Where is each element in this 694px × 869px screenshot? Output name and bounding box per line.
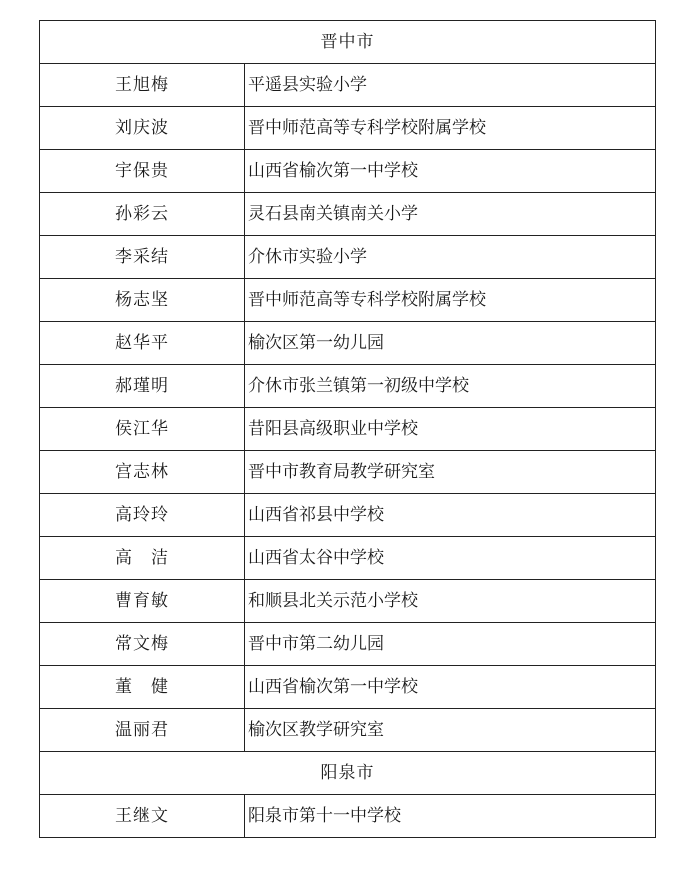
- table-row: [40, 365, 656, 408]
- person-name: 王继文: [40, 795, 245, 838]
- person-name: 宇保贵: [40, 150, 245, 193]
- section-header-row: [40, 752, 656, 795]
- organization: 晋中市第二幼儿园: [245, 623, 656, 666]
- organization: 昔阳县高级职业中学校: [245, 408, 656, 451]
- table-row: [40, 107, 656, 150]
- person-name: 高玲玲: [40, 494, 245, 537]
- organization: 山西省榆次第一中学校: [245, 150, 656, 193]
- person-name: 宫志林: [40, 451, 245, 494]
- person-name: 董 健: [40, 666, 245, 709]
- table-row: [40, 193, 656, 236]
- organization: 山西省榆次第一中学校: [245, 666, 656, 709]
- person-name: 杨志坚: [40, 279, 245, 322]
- roster-table: [39, 20, 656, 838]
- table-row: [40, 322, 656, 365]
- person-name: 常文梅: [40, 623, 245, 666]
- organization: 榆次区教学研究室: [245, 709, 656, 752]
- table-row: [40, 150, 656, 193]
- table-row: [40, 537, 656, 580]
- organization: 山西省祁县中学校: [245, 494, 656, 537]
- section-title: 晋中市: [40, 21, 656, 64]
- table-row: [40, 451, 656, 494]
- table-row: [40, 666, 656, 709]
- table-row: [40, 408, 656, 451]
- organization: 灵石县南关镇南关小学: [245, 193, 656, 236]
- organization: 平遥县实验小学: [245, 64, 656, 107]
- table-row: [40, 795, 656, 838]
- organization: 阳泉市第十一中学校: [245, 795, 656, 838]
- table-row: [40, 580, 656, 623]
- organization: 介休市张兰镇第一初级中学校: [245, 365, 656, 408]
- organization: 榆次区第一幼儿园: [245, 322, 656, 365]
- organization: 和顺县北关示范小学校: [245, 580, 656, 623]
- person-name: 王旭梅: [40, 64, 245, 107]
- person-name: 高 洁: [40, 537, 245, 580]
- section-title: 阳泉市: [40, 752, 656, 795]
- table-row: [40, 279, 656, 322]
- person-name: 李采结: [40, 236, 245, 279]
- person-name: 刘庆波: [40, 107, 245, 150]
- person-name: 曹育敏: [40, 580, 245, 623]
- organization: 晋中市教育局教学研究室: [245, 451, 656, 494]
- person-name: 郝瑾明: [40, 365, 245, 408]
- person-name: 侯江华: [40, 408, 245, 451]
- organization: 山西省太谷中学校: [245, 537, 656, 580]
- section-header-row: [40, 21, 656, 64]
- table-row: [40, 64, 656, 107]
- organization: 晋中师范高等专科学校附属学校: [245, 107, 656, 150]
- person-name: 孙彩云: [40, 193, 245, 236]
- person-name: 赵华平: [40, 322, 245, 365]
- table-row: [40, 623, 656, 666]
- organization: 晋中师范高等专科学校附属学校: [245, 279, 656, 322]
- organization: 介休市实验小学: [245, 236, 656, 279]
- person-name: 温丽君: [40, 709, 245, 752]
- table-row: [40, 494, 656, 537]
- table-row: [40, 709, 656, 752]
- table-row: [40, 236, 656, 279]
